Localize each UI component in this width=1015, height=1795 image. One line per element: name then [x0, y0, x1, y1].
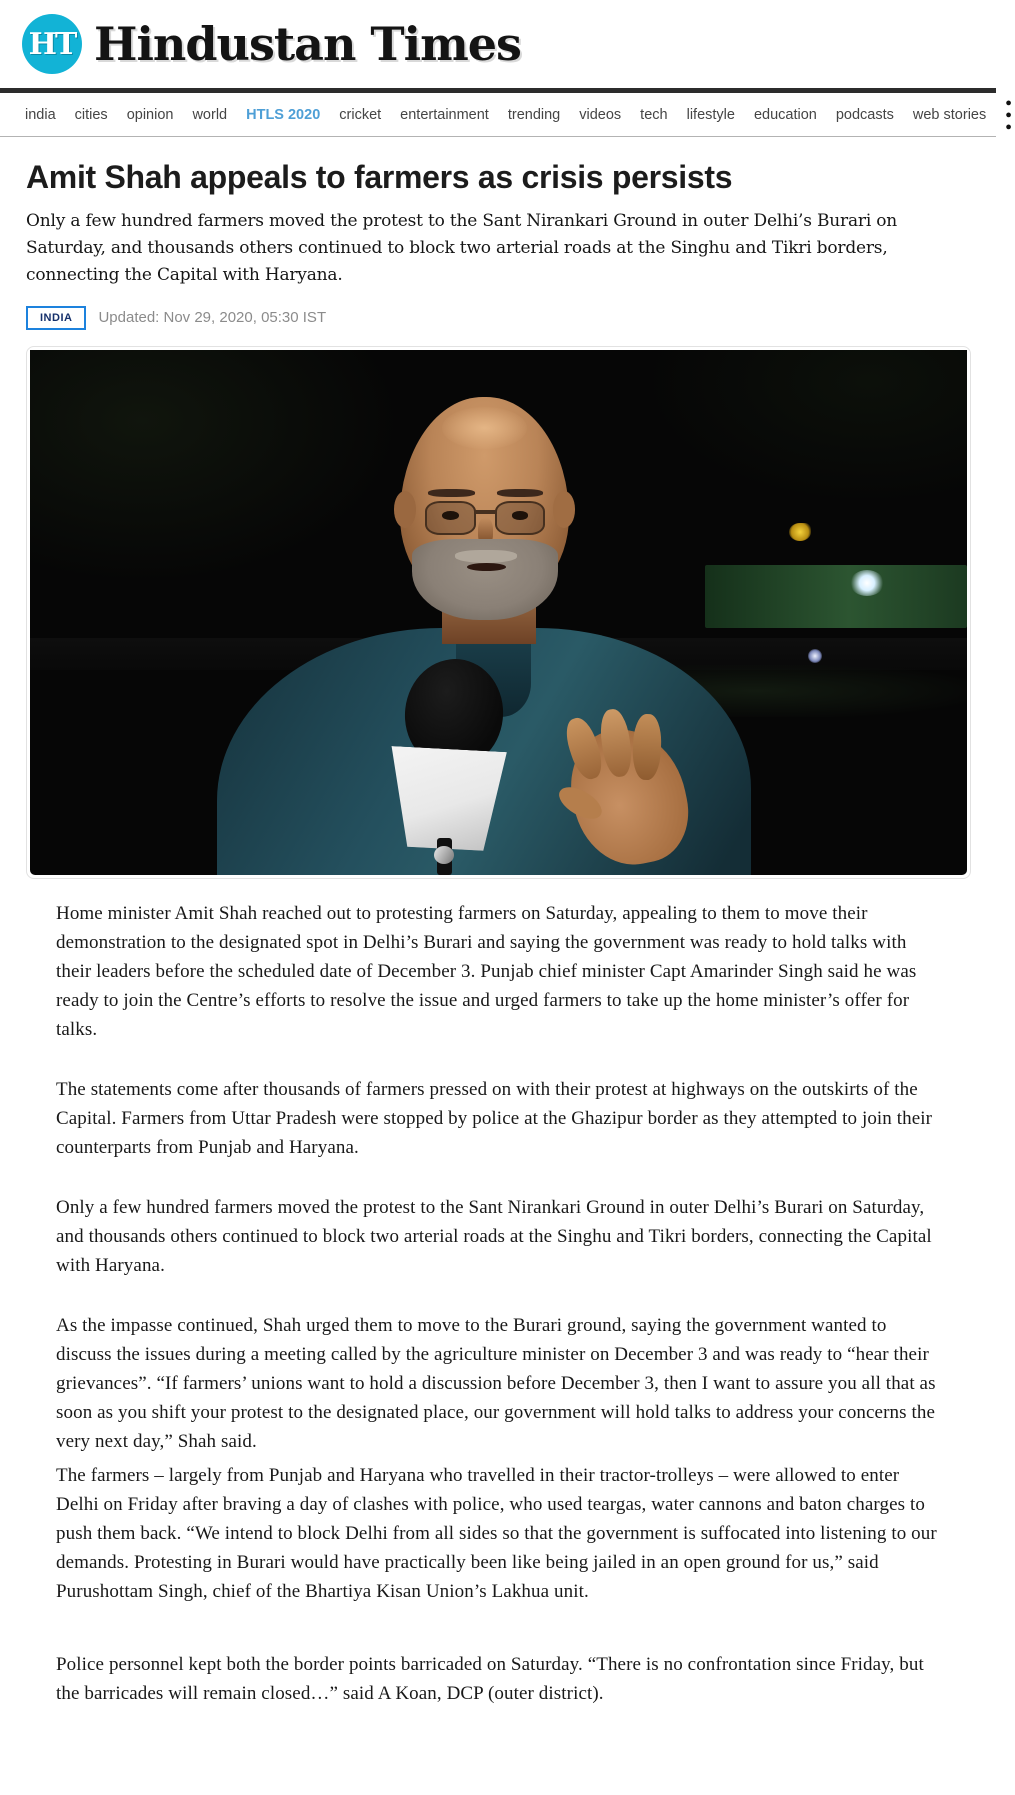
nav-item[interactable]: india [25, 106, 56, 123]
nav-item[interactable]: podcasts [835, 106, 894, 123]
photo-small-light [808, 649, 822, 663]
article-paragraph: Police personnel kept both the border points barricaded on Saturday. “There is no confrontation since Friday, but the barricades will remain closed…” said A Koan, DCP (outer district). [56, 1653, 924, 1704]
article-paragraph: As the impasse continued, Shah urged them to move to the Burari ground, saying the government wanted to discuss the issues during a meeting called by the agriculture minister on December 3 and was ready to “hear their grievances”. “If farmers’ unions want to hold a discussion before December 3, then I want to assure you all that as soon as you shift your protest to the designated place, our government will hold talks to address your concerns the very next day,” Shah said. [56, 1314, 936, 1452]
photo-green-wall [705, 565, 967, 628]
brand-wordmark: Hindustan Times [94, 17, 521, 71]
photo-right-ear [553, 491, 575, 528]
photo-right-eyebrow [497, 489, 544, 497]
photo-mustache [455, 550, 517, 563]
nav-item[interactable]: HTLS 2020 [246, 106, 321, 123]
nav-item[interactable]: lifestyle [686, 106, 735, 123]
top-navigation [0, 93, 1015, 136]
photo-dark-trees-left [30, 350, 405, 586]
nav-item[interactable]: opinion [126, 106, 174, 123]
lead-image [30, 350, 967, 875]
nav-item[interactable]: cities [74, 106, 108, 123]
photo-dark-trees-right [639, 350, 967, 508]
article-subhead: Only a few hundred farmers moved the protest to the Sant Nirankari Ground in outer Delhi’s Burari on Saturday, and thousands others continued to block two arterial roads at the Singhu and Tikri borders, connecting the Capital with Haryana. [26, 211, 898, 286]
photo-mouth [467, 563, 506, 571]
nav-item[interactable]: web stories [912, 106, 987, 123]
article-main [0, 159, 996, 1708]
nav-divider [0, 136, 996, 137]
nav-item[interactable]: trending [507, 106, 561, 123]
photo-forehead-highlight [442, 407, 526, 449]
lead-image-frame [26, 346, 971, 879]
nav-item[interactable]: tech [640, 106, 668, 123]
photo-left-eyebrow [428, 489, 475, 497]
hindustan-times-logo[interactable] [22, 14, 521, 74]
nav-item[interactable]: entertainment [400, 106, 489, 123]
masthead [0, 0, 996, 88]
nav-item[interactable]: education [753, 106, 817, 123]
photo-glasses-bridge [474, 510, 496, 514]
article-paragraph: The statements come after thousands of farmers pressed on with their protest at highways on the outskirts of the Capital. Farmers from Uttar Pradesh were stopped by police at the Ghazipur border as they attempted to join their counterparts from Punjab and Haryana. [56, 1078, 933, 1158]
article-paragraph: Only a few hundred farmers moved the protest to the Sant Nirankari Ground in outer Delhi’s Burari on Saturday, and thousands others continued to block two arterial roads at the Singhu and Tikri borders, connecting the Capital with Haryana. [56, 1196, 932, 1276]
nav-item[interactable]: videos [579, 106, 622, 123]
category-badge[interactable]: INDIA [26, 306, 86, 330]
more-menu-button[interactable]: ● ● ● [1005, 96, 1015, 133]
photo-left-eye [442, 511, 459, 519]
photo-bright-light [850, 570, 884, 596]
article-paragraph: The farmers – largely from Punjab and Haryana who travelled in their tractor-trolleys – were allowed to enter Delhi on Friday after braving a day of clashes with police, who used teargas, water cannons and baton charges to push them back. “We intend to block Delhi from all sides so that the government is suffocated into listening to our demands. Protesting in Burari would have practically been like being jailed in an open ground for us,” said Purushottam Singh, chief of the Bhartiya Kisan Union’s Lakhua unit. [56, 1464, 937, 1602]
article-meta-row [26, 306, 970, 330]
ht-monogram-icon: HT [22, 14, 82, 74]
nav-item[interactable]: cricket [339, 106, 382, 123]
photo-yellow-light [789, 523, 811, 541]
article-paragraph: Home minister Amit Shah reached out to protesting farmers on Saturday, appealing to them to move their demonstration to the designated spot in Delhi’s Burari and saying the government was ready to hold talks with their leaders before the scheduled date of December 3. Punjab chief minister Capt Amarinder Singh said he was ready to join the Centre’s efforts to resolve the issue and urged farmers to take up the home minister’s offer for talks. [56, 902, 917, 1040]
article-body [26, 899, 970, 1708]
nav-list [25, 107, 986, 123]
photo-right-eye [512, 511, 529, 519]
article-headline: Amit Shah appeals to farmers as crisis persists [26, 159, 733, 195]
nav-item[interactable]: world [192, 106, 228, 123]
updated-timestamp: Updated: Nov 29, 2020, 05:30 IST [98, 309, 327, 327]
photo-left-ear [394, 491, 416, 528]
